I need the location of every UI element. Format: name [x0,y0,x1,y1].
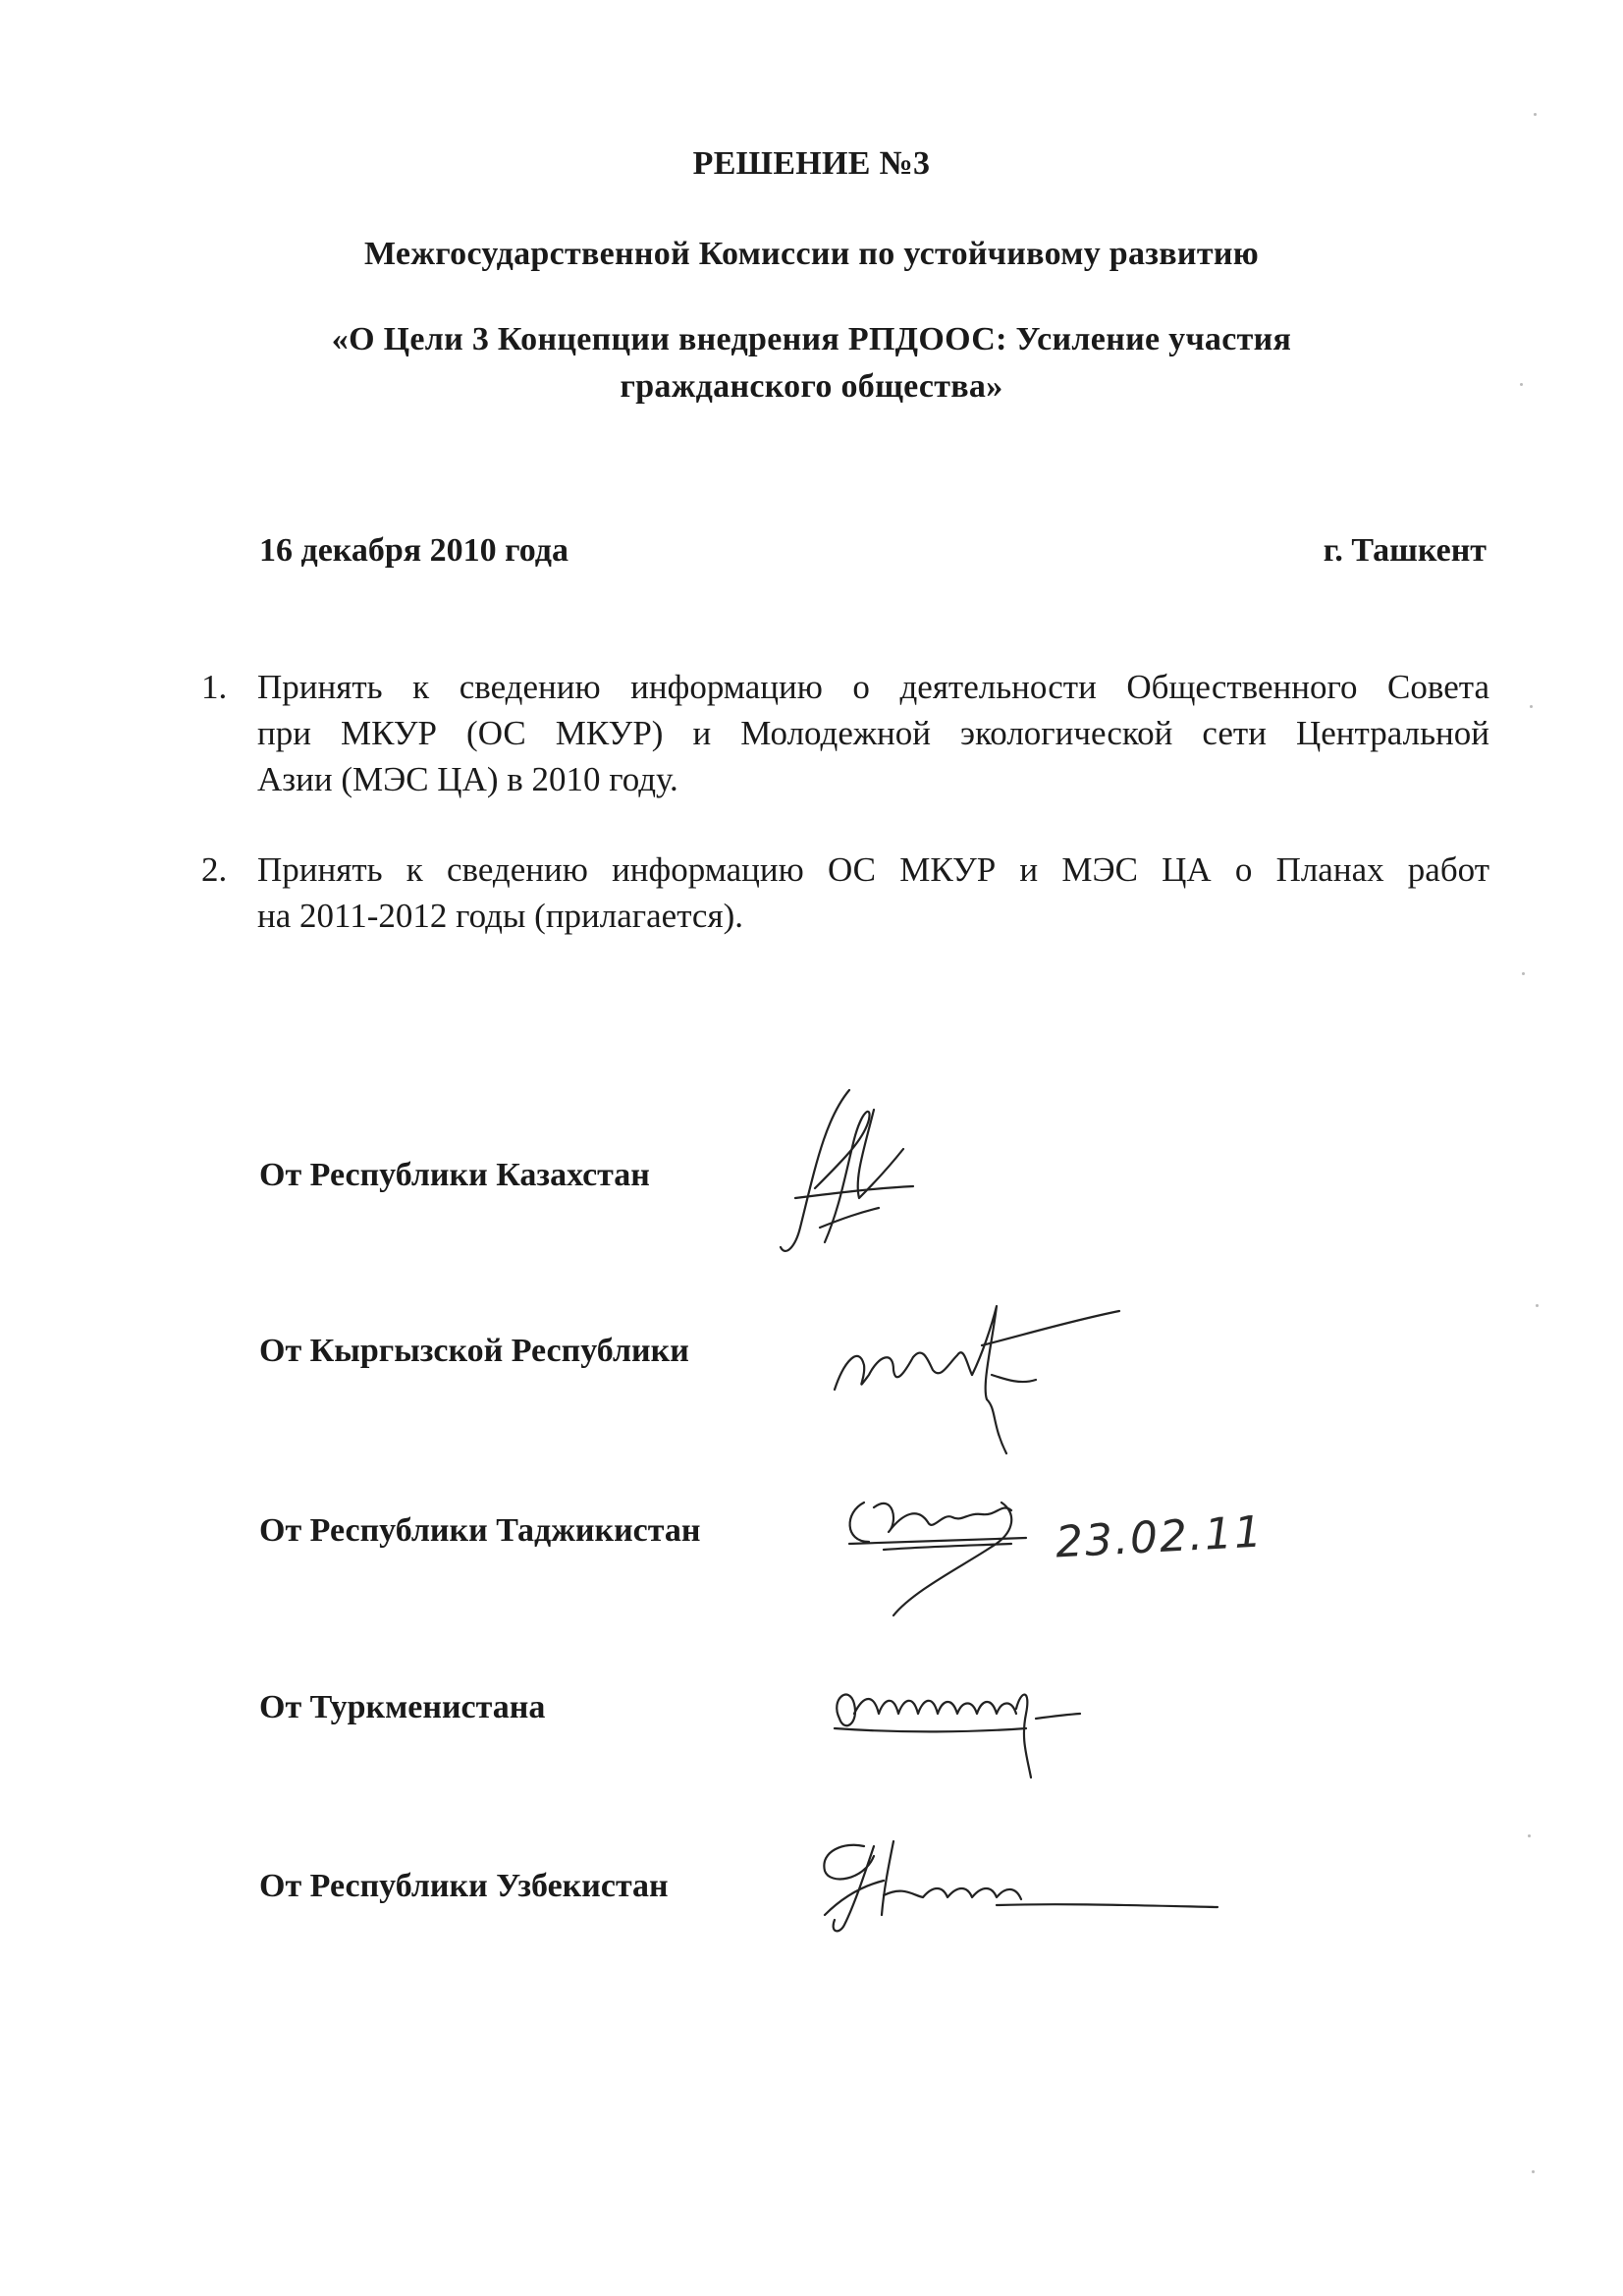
item-line: на 2011-2012 годы (прилагается). [257,897,743,935]
item-line: Принять к сведению информацию ОС МКУР и МЭС ЦА о Планах работ [257,850,1489,889]
item-number: 2. [201,850,228,889]
signature-label-turkmenistan: От Туркменистана [259,1689,546,1725]
scan-speck [1534,113,1537,116]
item-number: 1. [201,668,228,706]
document-city: г. Ташкент [1323,532,1487,569]
scan-speck [1536,1304,1539,1307]
document-subtitle: Межгосударственной Комиссии по устойчивому развитию [363,236,1259,272]
scan-speck [1532,2170,1535,2173]
document-date: 16 декабря 2010 года [259,532,568,569]
item-line: при МКУР (ОС МКУР) и Молодежной экологической сети Центральной [257,714,1489,752]
scan-speck [1528,1834,1531,1837]
signature-turkmenistan [825,1660,1100,1797]
signature-uzbekistan [805,1827,1237,1954]
scan-speck [1530,705,1533,708]
item-line: Принять к сведению информацию о деятельности Общественного Совета [257,668,1489,706]
scan-speck [1520,383,1523,386]
signature-label-uzbekistan: От Республики Узбекистан [259,1868,669,1904]
signature-label-kyrgyzstan: От Кыргызской Республики [259,1333,689,1369]
signature-kazakhstan [756,1080,952,1267]
item-line: Азии (МЭС ЦА) в 2010 году. [257,760,678,798]
scan-speck [1522,972,1525,975]
signature-tajikistan [835,1473,1051,1630]
signature-label-tajikistan: От Республики Таджикистан [259,1512,701,1549]
signature-kyrgyzstan [825,1286,1149,1473]
document-topic-line-1: «О Цели 3 Концепции внедрения РПДООС: Усиление участия [331,321,1292,357]
handwritten-date: 23.02.11 [1054,1506,1266,1568]
document-topic-line-2: гражданского общества» [620,368,1003,405]
signature-label-kazakhstan: От Республики Казахстан [259,1157,650,1193]
document-title: РЕШЕНИЕ №3 [692,145,931,182]
